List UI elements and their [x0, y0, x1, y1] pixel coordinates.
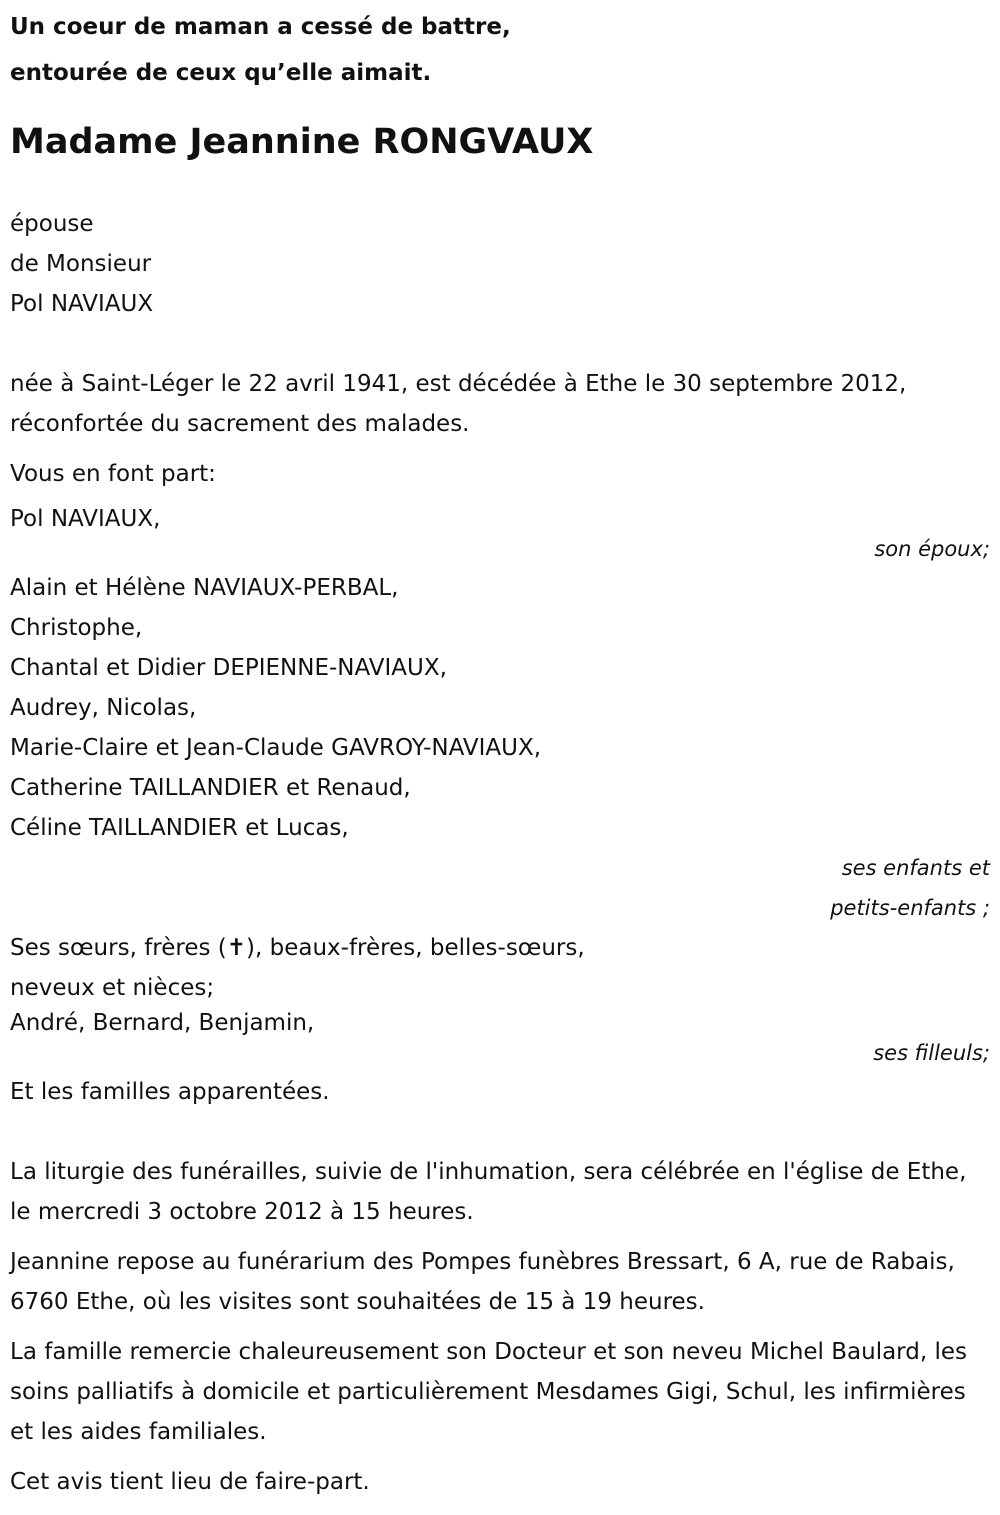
spouse-line-1: épouse: [10, 211, 94, 237]
godchildren-role: ses filleuls;: [873, 1041, 990, 1065]
children-role-line-1: ses enfants et: [841, 856, 990, 880]
repose-paragraph: Jeannine repose au funérarium des Pompes funèbres Bressart, 6 A, rue de Rabais, 6760 Ethe, où les visites sont souhaitées de 15 à 19 heures.: [10, 1249, 955, 1315]
husband-name: Pol NAVIAUX,: [10, 506, 161, 532]
children-line: Audrey, Nicolas,: [10, 695, 197, 721]
thanks-paragraph: La famille remercie chaleureusement son Docteur et son neveu Michel Baulard, les soins palliatifs à domicile et particulièrement Mesdames Gigi, Schul, les infirmières et les aides familiales.: [10, 1339, 967, 1445]
children-line: Céline TAILLANDIER et Lucas,: [10, 815, 349, 841]
announce-line: Vous en font part:: [10, 461, 216, 487]
children-line: Catherine TAILLANDIER et Renaud,: [10, 775, 411, 801]
children-line: Marie-Claire et Jean-Claude GAVROY-NAVIAUX,: [10, 735, 542, 761]
siblings-line-2: neveux et nièces;: [10, 975, 215, 1001]
husband-role: son époux;: [874, 537, 990, 561]
children-role-line-2: petits-enfants ;: [830, 896, 990, 920]
godchildren-names: André, Bernard, Benjamin,: [10, 1010, 315, 1036]
children-line: Chantal et Didier DEPIENNE-NAVIAUX,: [10, 655, 447, 681]
deceased-name: Madame Jeannine RONGVAUX: [10, 122, 594, 162]
spouse-line-3: Pol NAVIAUX: [10, 291, 154, 317]
birth-death-paragraph: née à Saint-Léger le 22 avril 1941, est décédée à Ethe le 30 septembre 2012, réconfortée du sacrement des malades.: [10, 371, 907, 437]
intro-line-1: Un coeur de maman a cessé de battre,: [10, 14, 511, 40]
intro-line-2: entourée de ceux qu’elle aimait.: [10, 60, 432, 86]
children-line: Alain et Hélène NAVIAUX-PERBAL,: [10, 575, 399, 601]
closing-line: Cet avis tient lieu de faire-part.: [10, 1469, 370, 1495]
siblings-line-1: Ses sœurs, frères (✝), beaux-frères, belles-sœurs,: [10, 935, 585, 961]
families-line: Et les familles apparentées.: [10, 1079, 330, 1105]
children-line: Christophe,: [10, 615, 143, 641]
liturgy-paragraph: La liturgie des funérailles, suivie de l'inhumation, sera célébrée en l'église de Ethe, le mercredi 3 octobre 2012 à 15 heures.: [10, 1159, 967, 1225]
spouse-line-2: de Monsieur: [10, 251, 152, 277]
obituary-notice: [10, 0, 990, 1502]
